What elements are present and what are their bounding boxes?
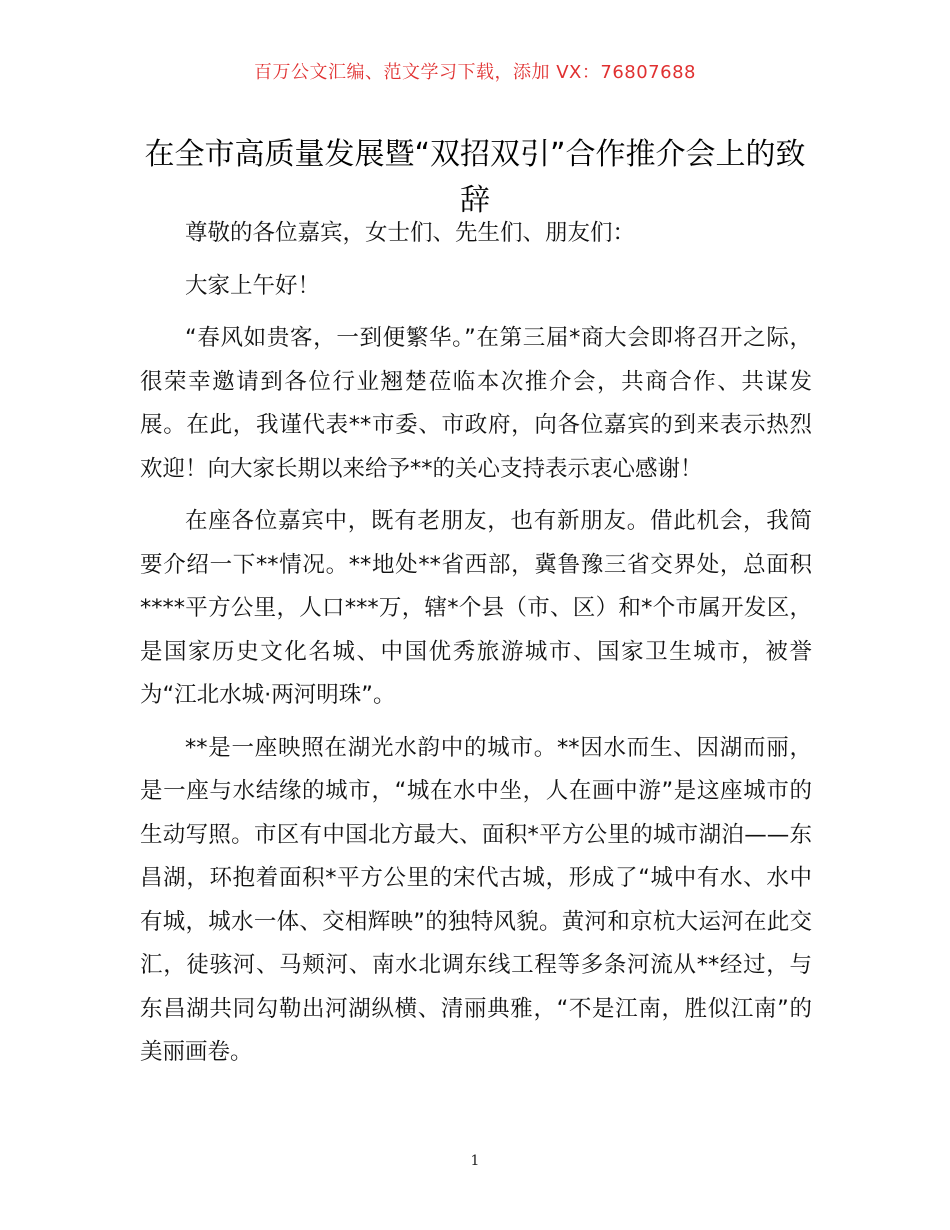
page-number: 1 bbox=[470, 1153, 480, 1169]
body-paragraph: **是一座映照在湖光水韵中的城市。**因水而生、因湖而丽，是一座与水结缘的城市，“城在水中坐，人在画中游”是这座城市的生动写照。市区有中国北方最大、面积*平方公里的城市湖泊——东昌湖，环抱着面积*平方公里的宋代古城，形成了“城中有水、水中有城，城水一体、交相辉映”的独特风貌。黄河和京杭大运河在此交汇，徒骇河、马颊河、南水北调东线工程等多条河流从**经过，与东昌湖共同勾勒出河湖纵横、清丽典雅，“不是江南，胜似江南”的美丽画卷。 bbox=[140, 734, 812, 1065]
salutation-paragraph: 尊敬的各位嘉宾，女士们、先生们、朋友们： bbox=[185, 220, 636, 246]
body-paragraph: 在座各位嘉宾中，既有老朋友，也有新朋友。借此机会，我简要介绍一下**情况。**地处**省西部，冀鲁豫三省交界处，总面积****平方公里，人口***万，辖*个县（市、区）和*个市属开发区，是国家历史文化名城、中国优秀旅游城市、国家卫生城市，被誉为“江北水城·两河明珠”。 bbox=[140, 508, 812, 708]
greeting-paragraph: 大家上午好！ bbox=[185, 272, 321, 299]
body-paragraph: “春风如贵客，一到便繁华。”在第三届*商大会即将召开之际，很荣幸邀请到各位行业翘楚莅临本次推介会，共商合作、共谋发展。在此，我谨代表**市委、市政府，向各位嘉宾的到来表示热烈欢迎！向大家长期以来给予**的关心支持表示衷心感谢！ bbox=[140, 325, 812, 482]
document-body bbox=[140, 212, 812, 1084]
page-title: 在全市高质量发展暨“双招双引”合作推介会上的致辞 bbox=[144, 137, 806, 219]
header-ad-text: 百万公文汇编、范文学习下载，添加 VX：76807688 bbox=[254, 62, 696, 83]
